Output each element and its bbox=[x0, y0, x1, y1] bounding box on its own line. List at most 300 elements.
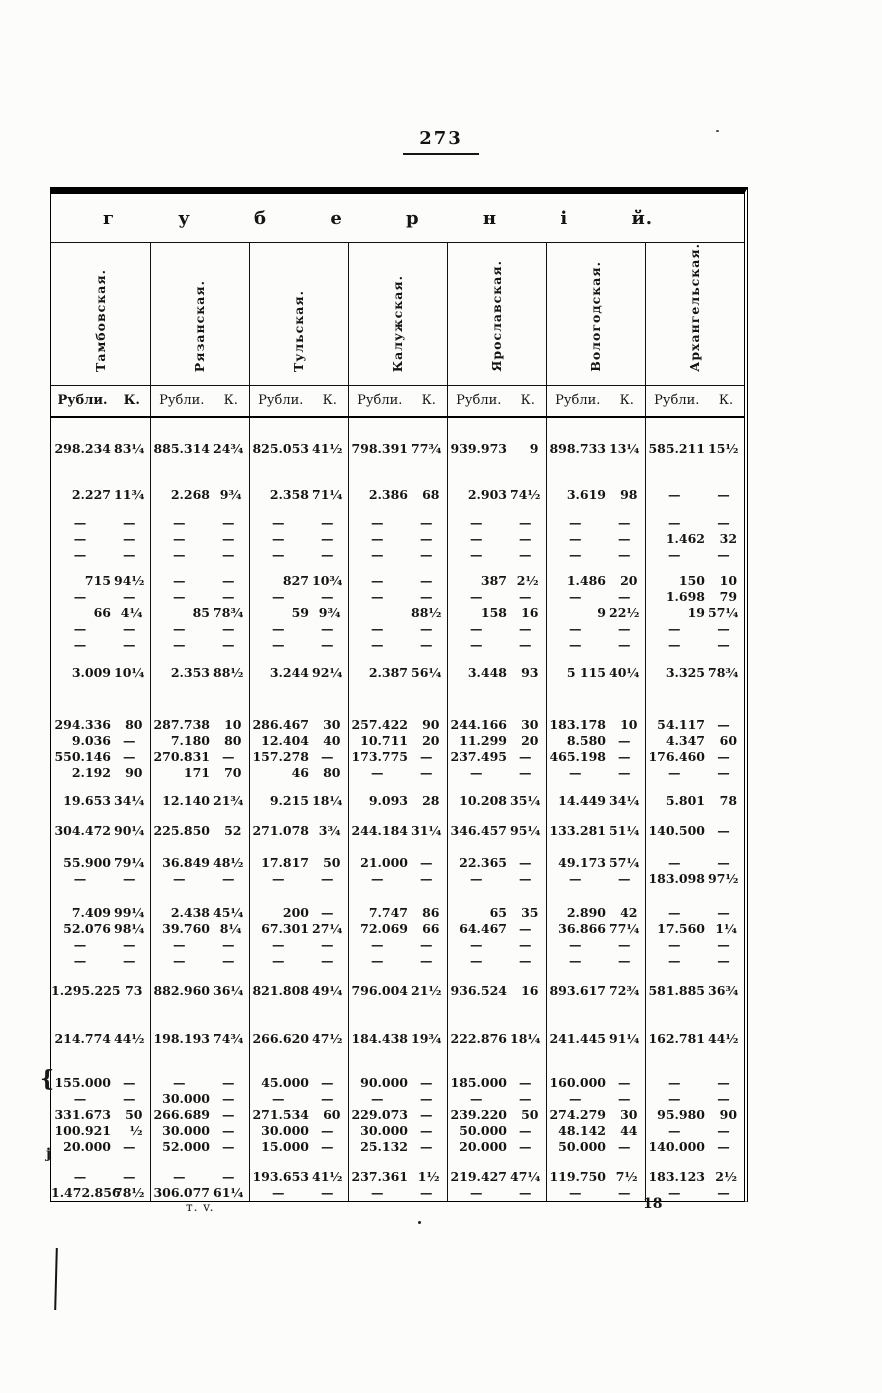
kopecks-header: К. bbox=[312, 385, 348, 417]
kopecks-cell: — bbox=[123, 1090, 136, 1106]
table-body bbox=[51, 417, 744, 1201]
rubles-header: Рубли. bbox=[51, 385, 114, 417]
kopecks-header: К. bbox=[609, 385, 645, 417]
kopecks-cell bbox=[213, 781, 249, 793]
sheet-number: 18 bbox=[643, 1196, 663, 1212]
rubles-cell: 90.000 bbox=[348, 1075, 411, 1091]
rubles-cell: 36.849 bbox=[150, 855, 213, 871]
rubles-cell: 387 bbox=[447, 573, 510, 589]
rubles-cell bbox=[348, 563, 411, 573]
rubles-cell: 171 bbox=[150, 765, 213, 781]
kopecks-cell: 1¼ bbox=[715, 920, 738, 936]
kopecks-cell: 10 bbox=[620, 716, 638, 732]
spacer-row bbox=[51, 563, 744, 573]
rubles-cell: — bbox=[249, 953, 312, 969]
table-row bbox=[51, 1169, 744, 1185]
rubles-cell: — bbox=[249, 621, 312, 637]
rubles-cell: — bbox=[546, 515, 609, 531]
kopecks-cell: 72¾ bbox=[609, 982, 640, 998]
rubles-cell: 9.036 bbox=[71, 732, 111, 748]
kopecks-cell: — bbox=[618, 1074, 631, 1090]
rubles-cell: 85 bbox=[150, 605, 213, 621]
rubles-cell: 294.336 bbox=[54, 716, 111, 732]
rubles-cell: 298.234 bbox=[54, 440, 111, 456]
rubles-cell bbox=[249, 681, 312, 717]
table-row bbox=[51, 665, 744, 681]
kopecks-cell bbox=[510, 999, 546, 1031]
rubles-cell: 183.123 bbox=[645, 1169, 708, 1185]
rubles-cell: 274.279 bbox=[546, 1107, 609, 1123]
rubles-cell bbox=[249, 1047, 312, 1075]
kopecks-cell: 18¼ bbox=[510, 1030, 541, 1046]
kopecks-cell: — bbox=[222, 1168, 235, 1184]
kopecks-cell: — bbox=[222, 514, 235, 530]
rubles-cell bbox=[546, 417, 609, 441]
kopecks-cell: — bbox=[222, 546, 235, 562]
spacer-row bbox=[51, 457, 744, 487]
rubles-cell bbox=[348, 605, 411, 621]
kopecks-cell: — bbox=[519, 936, 532, 952]
kopecks-cell bbox=[411, 1155, 447, 1169]
spacer-row bbox=[51, 1047, 744, 1075]
rubles-cell bbox=[51, 887, 114, 905]
kopecks-cell: — bbox=[222, 530, 235, 546]
kopecks-cell: 34¼ bbox=[114, 792, 145, 808]
rubles-cell: 162.781 bbox=[645, 1031, 708, 1047]
spacer-row bbox=[51, 839, 744, 855]
kopecks-cell bbox=[411, 887, 447, 905]
rubles-cell bbox=[249, 809, 312, 823]
rubles-cell: 55.900 bbox=[63, 854, 111, 870]
kopecks-cell: 80 bbox=[323, 764, 341, 780]
statistics-table-frame bbox=[50, 187, 748, 1202]
kopecks-cell: 30 bbox=[521, 716, 539, 732]
rubles-cell: 7.747 bbox=[348, 905, 411, 921]
kopecks-cell: 1½ bbox=[417, 1168, 440, 1184]
rubles-cell bbox=[447, 681, 510, 717]
rubles-cell: — bbox=[150, 1169, 213, 1185]
rubles-cell bbox=[546, 781, 609, 793]
kopecks-cell: 97½ bbox=[708, 870, 739, 886]
rubles-cell bbox=[51, 1155, 114, 1169]
kopecks-cell: 16 bbox=[521, 604, 539, 620]
kopecks-cell bbox=[510, 781, 546, 793]
kopecks-cell: 20 bbox=[620, 572, 638, 588]
kopecks-cell bbox=[114, 1047, 150, 1075]
kopecks-cell: 44 bbox=[620, 1122, 638, 1138]
kopecks-cell: 77¼ bbox=[609, 920, 640, 936]
kopecks-cell: 50 bbox=[323, 854, 341, 870]
rubles-cell bbox=[348, 809, 411, 823]
kopecks-cell: — bbox=[717, 1122, 730, 1138]
rubles-cell: 270.831 bbox=[150, 749, 213, 765]
kopecks-cell: 9 bbox=[529, 440, 539, 456]
kopecks-cell: 68 bbox=[422, 486, 440, 502]
kopecks-cell: 51¼ bbox=[609, 822, 640, 838]
rubles-cell: — bbox=[348, 573, 411, 589]
rubles-cell: — bbox=[348, 547, 411, 563]
rubles-cell: 15.000 bbox=[249, 1139, 312, 1155]
rubles-cell bbox=[348, 969, 411, 983]
rubles-cell: — bbox=[546, 547, 609, 563]
rubles-cell bbox=[546, 563, 609, 573]
kopecks-cell: — bbox=[618, 514, 631, 530]
kopecks-cell bbox=[708, 563, 744, 573]
kopecks-cell: — bbox=[519, 530, 532, 546]
rubles-cell bbox=[447, 887, 510, 905]
kopecks-cell bbox=[510, 1047, 546, 1075]
rubles-cell: 5 115 bbox=[546, 665, 609, 681]
kopecks-cell bbox=[609, 653, 645, 665]
kopecks-cell bbox=[708, 999, 744, 1031]
kopecks-cell: 78½ bbox=[114, 1184, 145, 1200]
rubles-cell: — bbox=[73, 530, 87, 546]
rubles-cell: 2.387 bbox=[348, 665, 411, 681]
rubles-cell: — bbox=[150, 871, 213, 887]
kopecks-cell: — bbox=[618, 620, 631, 636]
spacer-row bbox=[51, 417, 744, 441]
kopecks-cell: — bbox=[519, 1184, 532, 1200]
kopecks-header: К. bbox=[510, 385, 546, 417]
rubles-cell: — bbox=[645, 547, 708, 563]
kopecks-cell bbox=[114, 653, 150, 665]
kopecks-cell: — bbox=[123, 620, 136, 636]
column-header-label: Ярославская. bbox=[489, 260, 504, 372]
kopecks-cell: — bbox=[717, 822, 730, 838]
kopecks-cell: — bbox=[123, 952, 136, 968]
table-row bbox=[51, 855, 744, 871]
kopecks-cell bbox=[411, 999, 447, 1031]
kopecks-cell: 60 bbox=[323, 1106, 341, 1122]
rubles-cell: 2.358 bbox=[249, 487, 312, 503]
table-row bbox=[51, 573, 744, 589]
rubles-cell: 244.184 bbox=[348, 823, 411, 839]
rubles-cell: — bbox=[447, 515, 510, 531]
rubles-cell bbox=[150, 653, 213, 665]
rubles-cell bbox=[645, 839, 708, 855]
kopecks-cell bbox=[114, 681, 150, 717]
rubles-cell: — bbox=[73, 514, 87, 530]
rubles-cell bbox=[348, 457, 411, 487]
rubles-cell bbox=[51, 781, 114, 793]
rubles-cell bbox=[447, 781, 510, 793]
rubles-cell: 17.817 bbox=[249, 855, 312, 871]
column-header-label: Калужская. bbox=[390, 274, 405, 372]
rubles-cell: — bbox=[546, 765, 609, 781]
rubles-cell: 2.438 bbox=[150, 905, 213, 921]
rubles-cell bbox=[249, 999, 312, 1031]
kopecks-cell: — bbox=[123, 636, 136, 652]
scan-artifact-tick: j bbox=[46, 1146, 52, 1162]
kopecks-cell bbox=[411, 563, 447, 573]
rubles-header: Рубли. bbox=[249, 385, 312, 417]
kopecks-cell: — bbox=[618, 1138, 631, 1154]
kopecks-cell: 47¼ bbox=[510, 1168, 541, 1184]
rubles-cell: — bbox=[249, 531, 312, 547]
spacer-row bbox=[51, 781, 744, 793]
rubles-cell bbox=[249, 563, 312, 573]
rubles-cell bbox=[249, 887, 312, 905]
table-row bbox=[51, 441, 744, 457]
kopecks-cell: 79 bbox=[719, 588, 738, 604]
kopecks-cell bbox=[213, 1047, 249, 1075]
kopecks-cell: — bbox=[321, 870, 334, 886]
rubles-cell: 3.244 bbox=[249, 665, 312, 681]
kopecks-cell: 77¾ bbox=[411, 440, 442, 456]
column-header-2 bbox=[150, 243, 249, 386]
kopecks-cell bbox=[510, 503, 546, 515]
kopecks-cell: 16 bbox=[521, 982, 539, 998]
kopecks-cell: 91¼ bbox=[609, 1030, 640, 1046]
rubles-cell: 100.921 bbox=[54, 1122, 111, 1138]
rubles-cell: 229.073 bbox=[348, 1107, 411, 1123]
kopecks-cell: — bbox=[717, 620, 730, 636]
kopecks-cell: — bbox=[321, 1122, 334, 1138]
table-row bbox=[51, 605, 744, 621]
kopecks-cell: — bbox=[519, 764, 532, 780]
table-row bbox=[51, 823, 744, 839]
kopecks-cell bbox=[609, 417, 645, 441]
kopecks-cell: 10¾ bbox=[312, 572, 343, 588]
kopecks-cell bbox=[609, 681, 645, 717]
rubles-cell: 893.617 bbox=[546, 983, 609, 999]
kopecks-cell bbox=[312, 781, 348, 793]
kopecks-cell bbox=[708, 653, 744, 665]
rubles-cell bbox=[546, 653, 609, 665]
rubles-cell bbox=[348, 653, 411, 665]
kopecks-cell: — bbox=[321, 546, 334, 562]
kopecks-cell: 28 bbox=[422, 792, 440, 808]
kopecks-cell: — bbox=[519, 588, 532, 604]
rubles-cell bbox=[51, 417, 114, 441]
rubles-cell: 1.472.856 bbox=[51, 1184, 121, 1200]
rubles-cell: 271.078 bbox=[249, 823, 312, 839]
rubles-cell: 45.000 bbox=[249, 1075, 312, 1091]
rubles-cell: 185.000 bbox=[447, 1075, 510, 1091]
rubles-cell: — bbox=[447, 1185, 510, 1201]
spacer-row bbox=[51, 1155, 744, 1169]
rubles-cell: — bbox=[645, 855, 708, 871]
rubles-cell: — bbox=[546, 1185, 609, 1201]
column-header-3 bbox=[249, 243, 348, 386]
scan-artifact-pen-stroke bbox=[54, 1248, 58, 1310]
kopecks-cell bbox=[114, 457, 150, 487]
kopecks-cell bbox=[312, 1047, 348, 1075]
kopecks-cell: 95¼ bbox=[510, 822, 541, 838]
rubles-cell bbox=[348, 1155, 411, 1169]
rubles-cell: 214.774 bbox=[54, 1030, 111, 1046]
rubles-cell bbox=[150, 417, 213, 441]
rubles-cell: 157.278 bbox=[249, 749, 312, 765]
rubles-cell bbox=[546, 681, 609, 717]
kopecks-cell: 90¼ bbox=[114, 822, 145, 838]
kopecks-cell: 10 bbox=[224, 716, 242, 732]
kopecks-cell: 92¼ bbox=[312, 664, 343, 680]
rubles-cell: 585.211 bbox=[645, 441, 708, 457]
kopecks-cell bbox=[213, 563, 249, 573]
table-row bbox=[51, 937, 744, 953]
rubles-cell: 257.422 bbox=[348, 717, 411, 733]
kopecks-cell: — bbox=[420, 854, 433, 870]
rubles-cell: — bbox=[150, 589, 213, 605]
rubles-cell: — bbox=[249, 637, 312, 653]
rubles-cell: 200 bbox=[249, 905, 312, 921]
kopecks-cell: — bbox=[717, 1090, 730, 1106]
rubles-cell: 39.760 bbox=[150, 921, 213, 937]
kopecks-cell: 21½ bbox=[411, 982, 442, 998]
kopecks-cell bbox=[213, 999, 249, 1031]
kopecks-cell: — bbox=[222, 636, 235, 652]
rubles-cell: — bbox=[73, 546, 87, 562]
rubles-cell bbox=[150, 887, 213, 905]
rubles-cell: 25.132 bbox=[348, 1139, 411, 1155]
kopecks-cell: 8¼ bbox=[219, 920, 242, 936]
rubles-cell: 198.193 bbox=[150, 1031, 213, 1047]
rubles-cell: — bbox=[348, 531, 411, 547]
table-row bbox=[51, 983, 744, 999]
rubles-cell: 3.619 bbox=[546, 487, 609, 503]
governorates-group-header: г у б е р н і й. bbox=[51, 194, 744, 243]
kopecks-cell: — bbox=[420, 1074, 433, 1090]
column-header-row bbox=[51, 243, 744, 386]
scan-artifact-dot bbox=[418, 1221, 421, 1224]
kopecks-cell: 41½ bbox=[312, 440, 343, 456]
kopecks-cell bbox=[609, 809, 645, 823]
kopecks-cell: — bbox=[222, 936, 235, 952]
rubles-header: Рубли. bbox=[645, 385, 708, 417]
rubles-cell: — bbox=[447, 621, 510, 637]
rubles-cell: 140.000 bbox=[645, 1139, 708, 1155]
table-row bbox=[51, 1139, 744, 1155]
table-row bbox=[51, 531, 744, 547]
kopecks-cell: — bbox=[618, 1090, 631, 1106]
rubles-cell: — bbox=[150, 953, 213, 969]
rubles-cell: 36.866 bbox=[546, 921, 609, 937]
rubles-cell: — bbox=[645, 621, 708, 637]
column-header-label: Тамбовская. bbox=[92, 268, 108, 372]
kopecks-cell: 99¼ bbox=[114, 904, 145, 920]
kopecks-cell: 78 bbox=[719, 792, 738, 808]
rubles-cell: — bbox=[249, 547, 312, 563]
kopecks-cell bbox=[510, 969, 546, 983]
rubles-cell: — bbox=[546, 531, 609, 547]
rubles-cell bbox=[447, 503, 510, 515]
rubles-cell: 10.711 bbox=[348, 733, 411, 749]
kopecks-cell: — bbox=[717, 716, 730, 732]
kopecks-cell bbox=[312, 503, 348, 515]
kopecks-cell: 3¾ bbox=[318, 822, 341, 838]
rubles-cell: 331.673 bbox=[54, 1106, 111, 1122]
rubles-header: Рубли. bbox=[150, 385, 213, 417]
rubles-cell bbox=[447, 1155, 510, 1169]
rubles-cell: — bbox=[546, 871, 609, 887]
kopecks-cell bbox=[114, 563, 150, 573]
rubles-cell bbox=[546, 999, 609, 1031]
rubles-cell bbox=[51, 653, 114, 665]
kopecks-cell: — bbox=[321, 514, 334, 530]
kopecks-cell bbox=[609, 839, 645, 855]
kopecks-cell: — bbox=[519, 620, 532, 636]
rubles-cell: 52.076 bbox=[63, 920, 111, 936]
table-row bbox=[51, 621, 744, 637]
kopecks-cell: 20 bbox=[521, 732, 539, 748]
rubles-cell: 21.000 bbox=[348, 855, 411, 871]
rubles-cell: 30.000 bbox=[150, 1091, 213, 1107]
rubles-cell: 22.365 bbox=[447, 855, 510, 871]
kopecks-cell: 45¼ bbox=[213, 904, 244, 920]
rubles-cell: 72.069 bbox=[348, 921, 411, 937]
kopecks-cell: 57¼ bbox=[708, 604, 739, 620]
table-row bbox=[51, 1107, 744, 1123]
rubles-cell: — bbox=[150, 621, 213, 637]
kopecks-cell: — bbox=[519, 546, 532, 562]
kopecks-cell: 80 bbox=[125, 716, 143, 732]
rubles-cell: — bbox=[447, 547, 510, 563]
kopecks-cell bbox=[609, 503, 645, 515]
kopecks-cell: — bbox=[618, 936, 631, 952]
rubles-header: Рубли. bbox=[348, 385, 411, 417]
kopecks-cell bbox=[213, 887, 249, 905]
rubles-cell bbox=[447, 1047, 510, 1075]
rubles-cell: 19 bbox=[645, 605, 708, 621]
rubles-cell: 219.427 bbox=[447, 1169, 510, 1185]
kopecks-cell: 94½ bbox=[114, 572, 145, 588]
kopecks-cell: — bbox=[420, 530, 433, 546]
rubles-cell: 67.301 bbox=[249, 921, 312, 937]
kopecks-cell: 79¼ bbox=[114, 854, 145, 870]
kopecks-cell: — bbox=[321, 620, 334, 636]
kopecks-cell: 24¾ bbox=[213, 440, 244, 456]
table-row bbox=[51, 487, 744, 503]
money-header-row bbox=[51, 385, 744, 417]
rubles-cell: 266.689 bbox=[150, 1107, 213, 1123]
rubles-cell: 346.457 bbox=[447, 823, 510, 839]
rubles-cell: 2.903 bbox=[447, 487, 510, 503]
rubles-cell: 225.850 bbox=[150, 823, 213, 839]
kopecks-cell: 10¼ bbox=[114, 664, 145, 680]
rubles-cell: 30.000 bbox=[150, 1123, 213, 1139]
kopecks-cell bbox=[609, 969, 645, 983]
rubles-cell: 12.140 bbox=[150, 793, 213, 809]
kopecks-cell: — bbox=[618, 764, 631, 780]
kopecks-cell bbox=[411, 1047, 447, 1075]
kopecks-cell bbox=[213, 681, 249, 717]
kopecks-cell: — bbox=[519, 1090, 532, 1106]
kopecks-cell bbox=[213, 839, 249, 855]
rubles-cell: — bbox=[150, 547, 213, 563]
rubles-cell: 3.009 bbox=[71, 664, 111, 680]
rubles-cell: 183.098 bbox=[645, 871, 708, 887]
kopecks-cell: 27¼ bbox=[312, 920, 343, 936]
kopecks-cell: — bbox=[222, 1106, 235, 1122]
rubles-cell bbox=[447, 417, 510, 441]
rubles-cell bbox=[447, 457, 510, 487]
rubles-cell: — bbox=[73, 588, 87, 604]
rubles-cell: — bbox=[645, 1123, 708, 1139]
kopecks-cell: 90 bbox=[719, 1106, 738, 1122]
rubles-cell: — bbox=[249, 871, 312, 887]
kopecks-cell: 49¼ bbox=[312, 982, 343, 998]
rubles-cell: — bbox=[447, 1091, 510, 1107]
kopecks-cell: — bbox=[717, 1184, 730, 1200]
kopecks-cell: — bbox=[519, 854, 532, 870]
kopecks-cell bbox=[708, 1155, 744, 1169]
rubles-cell: — bbox=[73, 1090, 87, 1106]
kopecks-cell: 78¾ bbox=[708, 664, 739, 680]
kopecks-cell bbox=[411, 681, 447, 717]
rubles-cell bbox=[447, 653, 510, 665]
kopecks-cell: — bbox=[519, 920, 532, 936]
